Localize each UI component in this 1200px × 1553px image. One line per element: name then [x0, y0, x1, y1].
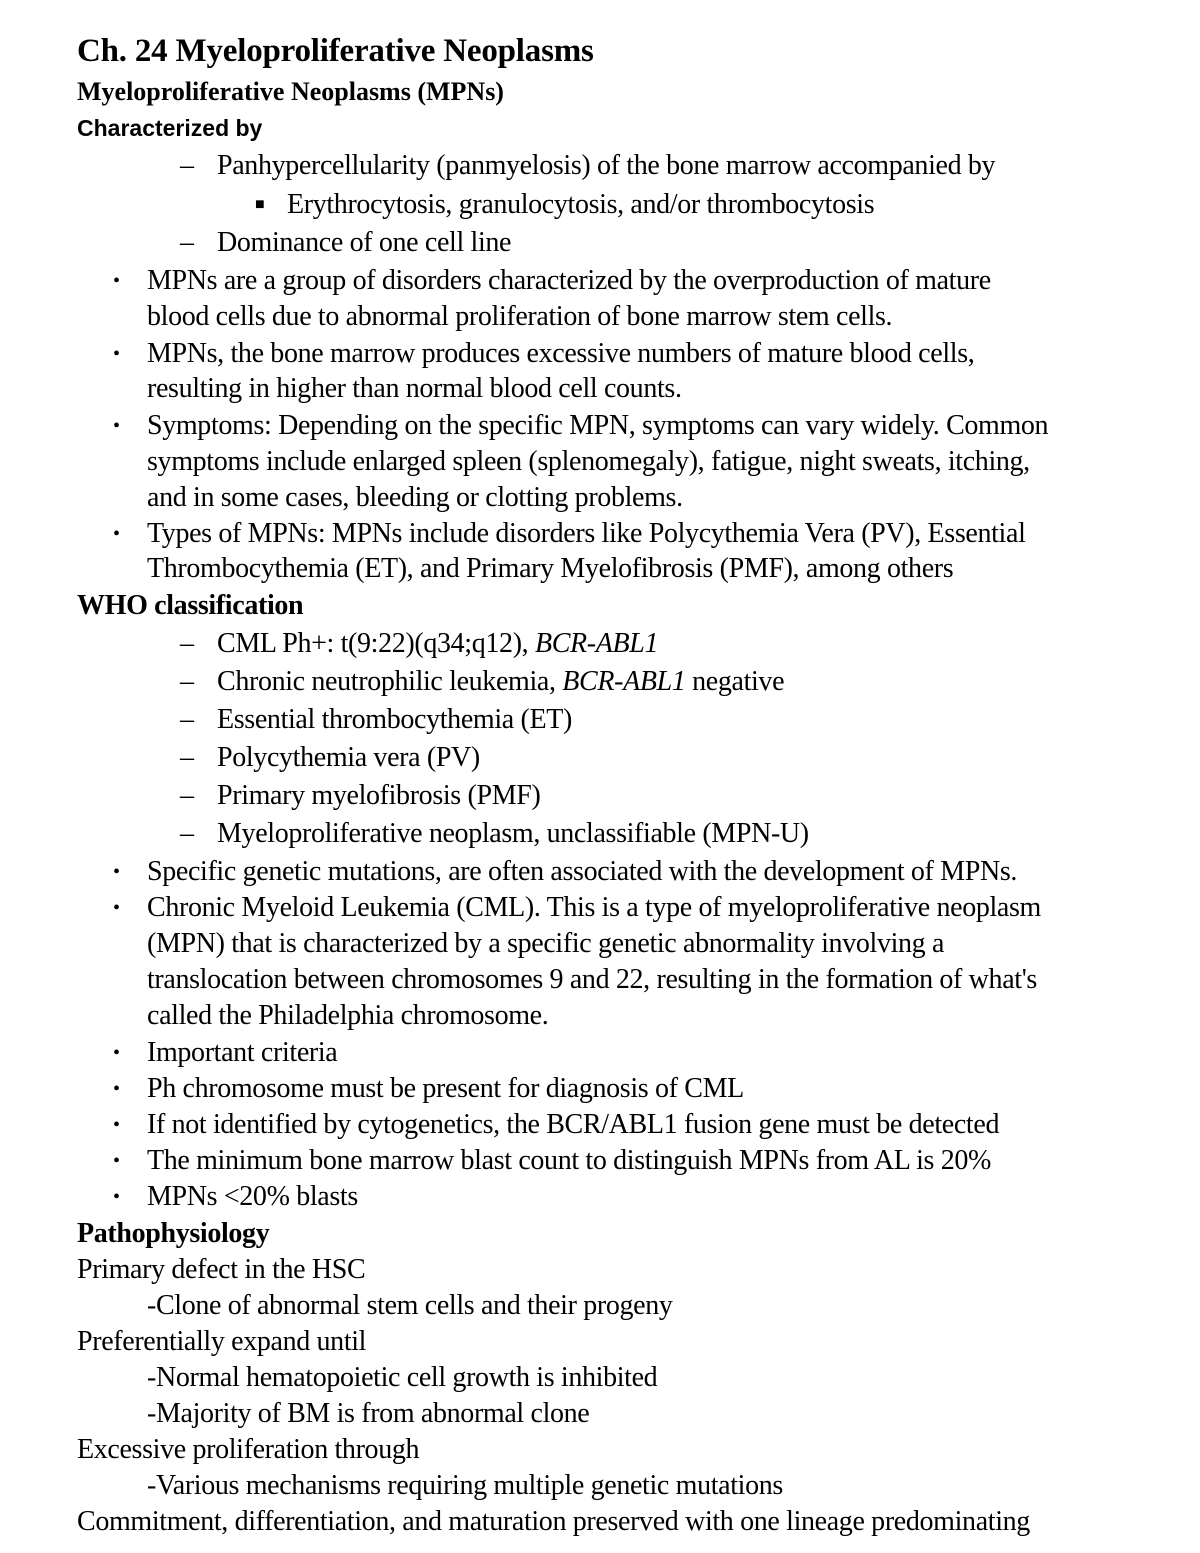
pathophysiology-heading: Pathophysiology [77, 1218, 270, 1249]
dash-marker: – [180, 628, 194, 659]
bullet-line: blood cells due to abnormal proliferation of bone marrow stem cells. [147, 301, 893, 332]
characterized-subitem-1: Erythrocytosis, granulocytosis, and/or thrombocytosis [287, 189, 875, 220]
dash-marker: – [180, 818, 194, 849]
bullet-marker: • [113, 1186, 121, 1208]
bullet-marker: • [113, 415, 121, 437]
bullet-line: MPNs are a group of disorders characterized by the overproduction of mature [147, 265, 991, 296]
bullet-marker: • [113, 343, 121, 365]
bullet-line: MPNs, the bone marrow produces excessive numbers of mature blood cells, [147, 338, 975, 369]
bullet-line: translocation between chromosomes 9 and 22, resulting in the formation of what's [147, 964, 1037, 995]
who-heading: WHO classification [77, 590, 304, 621]
dash-marker: – [180, 666, 194, 697]
patho-line: Preferentially expand until [77, 1326, 367, 1357]
patho-subline: -Clone of abnormal stem cells and their progeny [147, 1290, 673, 1321]
bullet-line: Types of MPNs: MPNs include disorders like Polycythemia Vera (PV), Essential [147, 518, 1026, 549]
bullet-marker: • [113, 523, 121, 545]
who-item-cnl: Chronic neutrophilic leukemia, BCR-ABL1 negative [217, 666, 785, 697]
bullet-line: and in some cases, bleeding or clotting problems. [147, 482, 683, 513]
dash-marker: – [180, 742, 194, 773]
characterized-item-2: Dominance of one cell line [217, 227, 512, 258]
patho-subline: -Various mechanisms requiring multiple genetic mutations [147, 1470, 783, 1501]
bullet-line: (MPN) that is characterized by a specific genetic abnormality involving a [147, 928, 945, 959]
bullet-marker: • [113, 1078, 121, 1100]
patho-subline: -Majority of BM is from abnormal clone [147, 1398, 590, 1429]
bullet-line: If not identified by cytogenetics, the BCR/ABL1 fusion gene must be detected [147, 1109, 1000, 1140]
who-item-cml: CML Ph+: t(9:22)(q34;q12), BCR-ABL1 [217, 628, 659, 659]
bullet-line: Specific genetic mutations, are often associated with the development of MPNs. [147, 856, 1018, 887]
bullet-line: called the Philadelphia chromosome. [147, 1000, 549, 1031]
bullet-marker: • [113, 1114, 121, 1136]
bullet-line: The minimum bone marrow blast count to distinguish MPNs from AL is 20% [147, 1145, 991, 1176]
dash-marker: – [180, 780, 194, 811]
bullet-line: symptoms include enlarged spleen (splenomegaly), fatigue, night sweats, itching, [147, 446, 1030, 477]
bullet-line: MPNs <20% blasts [147, 1181, 358, 1212]
patho-subline: -Normal hematopoietic cell growth is inhibited [147, 1362, 658, 1393]
patho-line: Commitment, differentiation, and maturation preserved with one lineage predominating [77, 1506, 1030, 1537]
bullet-line: Ph chromosome must be present for diagnosis of CML [147, 1073, 744, 1104]
section-subtitle: Myeloproliferative Neoplasms (MPNs) [77, 77, 504, 106]
who-item-mpnu: Myeloproliferative neoplasm, unclassifiable (MPN-U) [217, 818, 809, 849]
bullet-marker: • [113, 270, 121, 292]
bullet-marker: • [113, 897, 121, 919]
dash-marker: – [180, 227, 194, 258]
bullet-line: resulting in higher than normal blood cell counts. [147, 373, 682, 404]
bullet-line: Symptoms: Depending on the specific MPN, symptoms can vary widely. Common [147, 410, 1049, 441]
who-item-pmf: Primary myelofibrosis (PMF) [217, 780, 541, 811]
dash-marker: – [180, 704, 194, 735]
bullet-marker: • [113, 1042, 121, 1064]
who-item-et: Essential thrombocythemia (ET) [217, 704, 572, 735]
dash-marker: – [180, 150, 194, 181]
who-item-pv: Polycythemia vera (PV) [217, 742, 480, 773]
patho-line: Primary defect in the HSC [77, 1254, 366, 1285]
bullet-line: Chronic Myeloid Leukemia (CML). This is a type of myeloproliferative neoplasm [147, 892, 1041, 923]
square-marker: ■ [255, 196, 265, 213]
bullet-line: Thrombocythemia (ET), and Primary Myelofibrosis (PMF), among others [147, 553, 954, 584]
page-title: Ch. 24 Myeloproliferative Neoplasms [77, 33, 594, 69]
bullet-marker: • [113, 1150, 121, 1172]
patho-line: Excessive proliferation through [77, 1434, 420, 1465]
bullet-marker: • [113, 861, 121, 883]
characterized-heading: Characterized by [77, 115, 263, 141]
bullet-line: Important criteria [147, 1037, 338, 1068]
characterized-item-1: Panhypercellularity (panmyelosis) of the bone marrow accompanied by [217, 150, 996, 181]
